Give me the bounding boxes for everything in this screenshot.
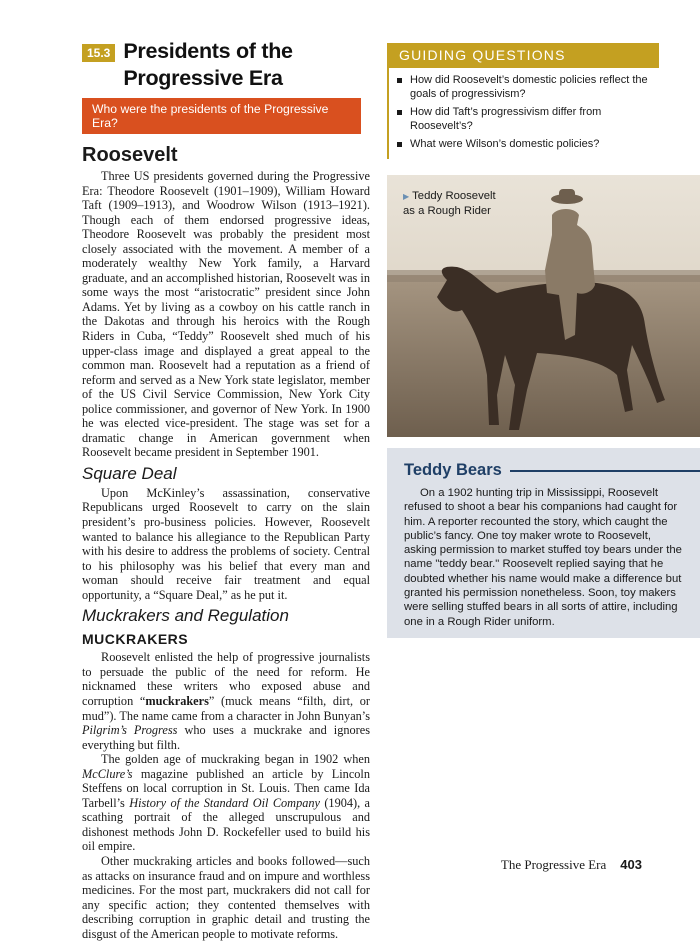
heading-roosevelt: Roosevelt <box>82 144 178 166</box>
heading-muckrakers-regulation: Muckrakers and Regulation <box>82 606 289 626</box>
teddy-bears-sidebar <box>387 448 700 638</box>
heading-muckrakers: MUCKRAKERS <box>82 631 189 648</box>
guiding-question-item <box>397 106 659 133</box>
footer-chapter-title: The Progressive Era <box>500 857 607 872</box>
guiding-question-text: What were Wilson’s domestic policies? <box>410 138 600 150</box>
text-run: Roosevelt enlisted the help of progressive journalists to persuade the public of the need for reform. He nicknamed these writers who exposed abuse and corruption “ <box>82 650 370 708</box>
heading-square-deal: Square Deal <box>82 463 177 483</box>
page-number: 403 <box>620 857 642 872</box>
paragraph-square-deal: Upon McKinley’s assassination, conservative Republicans urged Roosevelt to carry on the slain president’s pro-business policies. However, Roosevelt wanted to balance his allegiance to the Republican Party with his desire to address the problems of society. Central to his philosophy was his belief that every man and woman should receive fair treatment and equal opportunity, a “Square Deal,” as he put it. <box>82 485 370 602</box>
section-title <box>123 38 292 92</box>
book-title-standard-oil: History of the Standard Oil Company <box>129 795 320 810</box>
text-run: magazine published an article by Lincoln Steffens on local corruption in St. Louis. Then came Ida Tarbell’s <box>82 766 370 810</box>
section-title-line2: Progressive Era <box>123 66 283 90</box>
guiding-question-text: How did Roosevelt’s domestic policies reflect the goals of progressivism? <box>410 74 648 100</box>
page-footer <box>501 857 642 873</box>
rider-hat-crown <box>559 189 575 200</box>
text-run: ” (muck means “filth, dirt, or mud”). The name came from a character in John Bunyan’s <box>82 693 370 723</box>
text-run: who uses a muckrake and ignores everything but filth. <box>82 723 370 752</box>
section-header <box>82 38 370 92</box>
sidebar-paragraph: On a 1902 hunting trip in Mississippi, Roosevelt refused to shoot a bear his companions had caught for him. A reporter recounted the story, which caught the public’s fancy. One toy maker wrote to Roosevelt, asking permission to market stuffed toy bears under the name "teddy bear." Roosevelt replied saying that he doubted whether his name would make a difference but granted his permission nonetheless. Soon, toy makers were selling stuffed bears in all sorts of attire, including one in a Rough Rider uniform. <box>404 487 682 628</box>
guiding-questions-list <box>387 68 659 159</box>
section-number-badge: 15.3 <box>82 44 115 62</box>
roosevelt-rough-rider-photo <box>387 175 700 437</box>
caption-arrow-icon: ▶ <box>403 192 410 201</box>
sidebar-header <box>387 448 700 480</box>
book-title-pilgrims-progress: Pilgrim’s Progress <box>82 723 178 738</box>
square-bullet-icon <box>397 78 402 83</box>
sidebar-title-rule <box>510 470 700 472</box>
caption-line1: Teddy Roosevelt <box>412 190 496 202</box>
key-term-muckrakers: muckrakers <box>145 693 209 708</box>
paragraph-muckrakers-2 <box>82 752 370 854</box>
paragraph-muckrakers-1 <box>82 650 370 752</box>
essential-question-banner: Who were the presidents of the Progressive Era? <box>82 98 361 134</box>
square-bullet-icon <box>397 142 402 147</box>
main-column <box>82 38 370 941</box>
paragraph-muckrakers-3: Other muckraking articles and books followed—such as attacks on insurance fraud and on impure and worthless medicines. For the most part, muckrakers did not call for any specific action; they contented themselves with describing corruption in graphic detail and trusting the disgust of the American people to motivate reforms. <box>82 853 370 941</box>
guiding-question-item <box>397 138 659 152</box>
guiding-question-item <box>397 74 659 101</box>
magazine-title-mcclures: McClure’s <box>82 766 133 781</box>
caption-line2: as a Rough Rider <box>403 205 491 217</box>
text-run: (1904), a scathing portrait of the alleged unscrupulous and dishonest methods John D. Rockefeller used to build his oil empire. <box>82 795 370 854</box>
photo-horizon-troops <box>387 270 700 282</box>
text-run: The golden age of muckraking began in 1902 when <box>101 752 370 767</box>
guiding-questions-heading: GUIDING QUESTIONS <box>387 43 659 68</box>
square-bullet-icon <box>397 110 402 115</box>
section-title-line1: Presidents of the <box>123 39 293 63</box>
guiding-questions-box <box>387 43 659 159</box>
photo-caption <box>403 189 496 218</box>
paragraph-roosevelt: Three US presidents governed during the Progressive Era: Theodore Roosevelt (1901–1909), William Howard Taft (1909–1913), and Woodrow Wilson (1913–1921). Though each of them endorsed progressive ideas, Theodore Roosevelt was probably the president most closely associated with the movement. A member of a moderately wealthy New York family, a Harvard graduate, and an accomplished historian, Roosevelt was in some ways the most “aristocratic” president since John Adams. Yet by living as a cowboy on his cattle ranch in the Dakotas and through his heroics with the Rough Riders in Cuba, “Teddy” Roosevelt shed much of his upper-class image and displayed a great appeal to the common man. Roosevelt had a reputation as a friend of reform and served as a New York state legislator, member of the US Civil Service Commission, New York City police commissioner, and governor of New York. In 1900 he was elected vice-president. The stage was set for a dramatic change in American government when Roosevelt became president in September 1901. <box>82 169 370 460</box>
guiding-question-text: How did Taft’s progressivism differ from Roosevelt’s? <box>410 106 602 132</box>
sidebar-title: Teddy Bears <box>404 461 502 479</box>
